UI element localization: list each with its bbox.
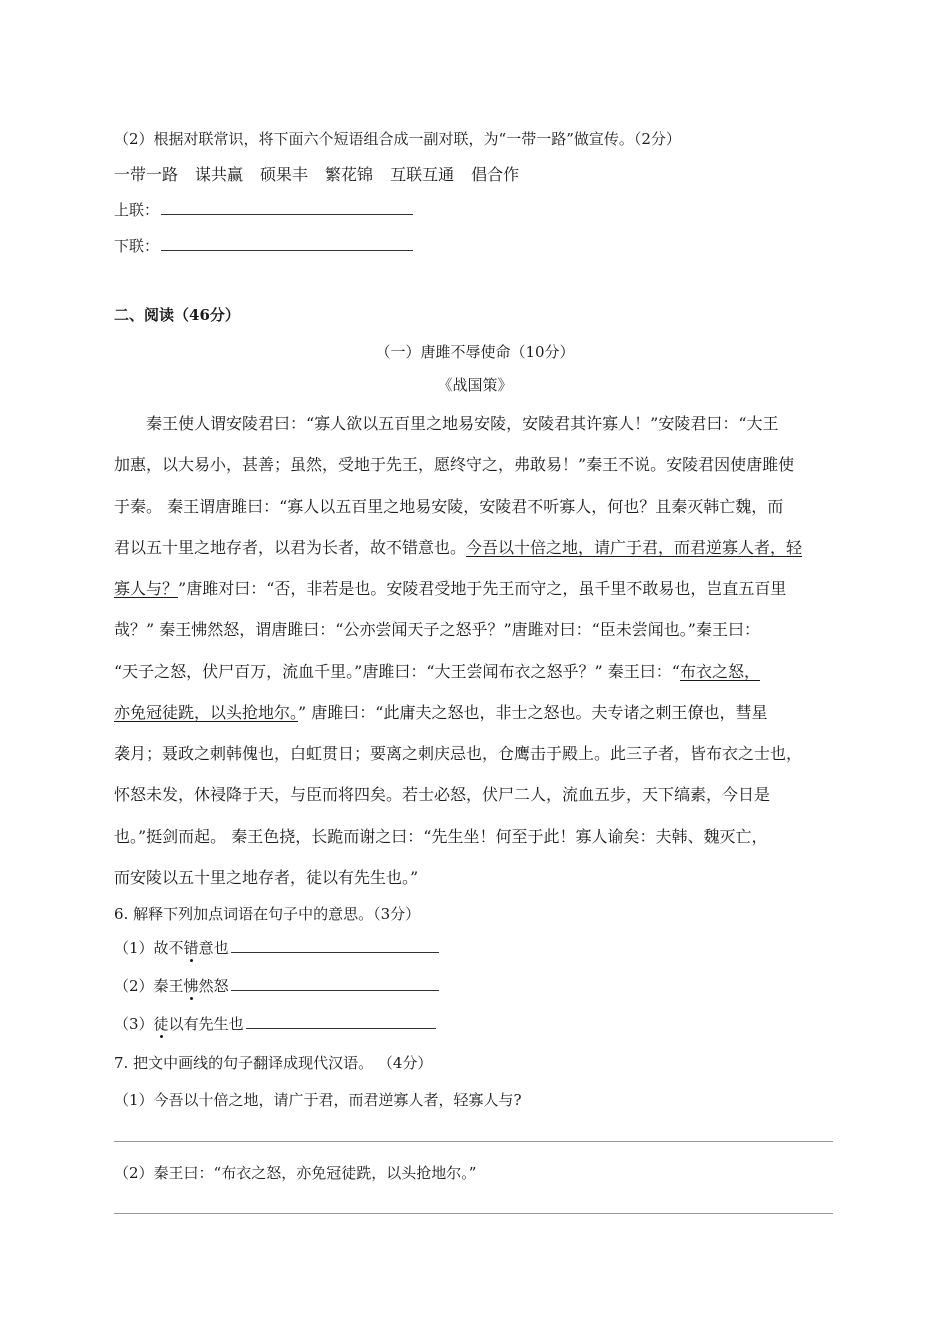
- passage-line: [114, 700, 767, 723]
- underlined-sentence-2-end: 亦免冠徒跣，以头抢地尔。: [114, 703, 299, 722]
- q6-item-3: [114, 1013, 436, 1034]
- upper-couplet-label: 上联：: [114, 201, 160, 219]
- passage-line: [114, 576, 786, 599]
- passage-text: “天子之怒，伏尸百万，流血千里。”唐雎曰：“大王尝闻布衣之怒乎？” 秦王曰：“: [114, 662, 680, 681]
- passage-line: 也。”挺剑而起。 秦王色挠，长跪而谢之曰：“先生坐！何至于此！寡人谕矣：夫韩、魏灭亡，: [114, 827, 768, 846]
- dotted-character: 错: [183, 939, 199, 957]
- q6-item-text: 意也: [198, 939, 229, 957]
- passage-text: 君以五十里之地存者，以君为长者，故不错意也。: [114, 538, 467, 557]
- passage-text: ”唐雎对曰：“否，非若是也。安陵君受地于先王而守之，虽千里不敢易也，岂直五百里: [178, 579, 787, 598]
- answer-line[interactable]: [114, 1213, 833, 1214]
- lower-couplet-label: 下联：: [114, 237, 160, 255]
- passage-line: 秦王使人谓安陵君曰：“寡人欲以五百里之地易安陵，安陵君其许寡人！”安陵君曰：“大王: [146, 414, 779, 433]
- q6-item-text: （2）秦王: [114, 977, 184, 995]
- q6-item-text: 然怒: [198, 977, 229, 995]
- answer-blank[interactable]: [246, 1014, 436, 1029]
- q2-prompt: （2）根据对联常识，将下面六个短语组合成一副对联，为“一带一路”做宣传。（2分）: [114, 130, 681, 148]
- dotted-character: 怫: [183, 977, 199, 995]
- passage-line: 而安陵以五十里之地存者，徒以有先生也。”: [114, 868, 419, 887]
- passage-line: 怀怒未发，休祲降于天，与臣而将四矣。若士必怒，伏尸二人，流血五步，天下缟素，今日是: [114, 785, 771, 804]
- q7-prompt: 7. 把文中画线的句子翻译成现代汉语。 （4分）: [114, 1054, 433, 1072]
- phrase-list: [114, 162, 536, 185]
- passage-line: [114, 659, 760, 682]
- answer-line[interactable]: [114, 1141, 833, 1142]
- q7-sentence-2: （2）秦王曰：“布衣之怒，亦免冠徒跣，以头抢地尔。”: [114, 1164, 477, 1182]
- q6-prompt: 6. 解释下列加点词语在句子中的意思。（3分）: [114, 905, 421, 923]
- q6-item-text: （1）故不: [114, 939, 184, 957]
- q6-item-text: （3）: [114, 1015, 154, 1033]
- q6-item-text: 以有先生也: [168, 1015, 244, 1033]
- q6-item-2: [114, 975, 439, 996]
- phrase-item: 硕果丰: [260, 165, 309, 184]
- passage-title: （一）唐雎不辱使命（10分）: [375, 343, 575, 361]
- passage-source: 《战国策》: [437, 376, 513, 394]
- passage-line: 哉？” 秦王怫然怒，谓唐雎曰：“公亦尝闻天子之怒乎？”唐雎对曰：“臣未尝闻也。”秦王曰：: [114, 620, 760, 639]
- section-title: 二、阅读（46分）: [114, 306, 240, 324]
- answer-blank[interactable]: [231, 976, 439, 991]
- underlined-sentence-2: 布衣之怒，: [680, 662, 761, 681]
- upper-couplet-blank[interactable]: [161, 200, 413, 215]
- underlined-sentence-1-end: 寡人与？: [114, 579, 179, 598]
- q7-sentence-1: （1）今吾以十倍之地，请广于君，而君逆寡人者，轻寡人与?: [114, 1091, 522, 1109]
- phrase-item: 繁花锦: [325, 165, 374, 184]
- passage-line: 于秦。 秦王谓唐雎曰：“寡人以五百里之地易安陵，安陵君不听寡人，何也？且秦灭韩亡魏，而: [114, 497, 784, 516]
- dotted-character: 徒: [153, 1015, 169, 1033]
- underlined-sentence-1: 今吾以十倍之地，请广于君，而君逆寡人者，轻: [466, 538, 803, 557]
- passage-text: ” 唐雎曰：“此庸夫之怒也，非士之怒也。夫专诸之刺王僚也，彗星: [298, 703, 768, 722]
- phrase-item: 倡合作: [471, 165, 520, 184]
- answer-blank[interactable]: [231, 938, 439, 953]
- passage-line: [114, 535, 802, 558]
- phrase-item: 互联互通: [390, 165, 455, 184]
- passage-line: 袭月；聂政之刺韩傀也，白虹贯日；要离之刺庆忌也，仓鹰击于殿上。此三子者，皆布衣之士也，: [114, 744, 803, 763]
- upper-couplet-line: [114, 199, 413, 220]
- phrase-item: 谋共赢: [195, 165, 244, 184]
- passage-line: 加惠，以大易小，甚善；虽然，受地于先王，愿终守之，弗敢易！”秦王不说。安陵君因使唐雎使: [114, 455, 795, 474]
- lower-couplet-line: [114, 235, 413, 256]
- phrase-item: 一带一路: [114, 165, 179, 184]
- q6-item-1: [114, 937, 439, 958]
- lower-couplet-blank[interactable]: [161, 236, 413, 251]
